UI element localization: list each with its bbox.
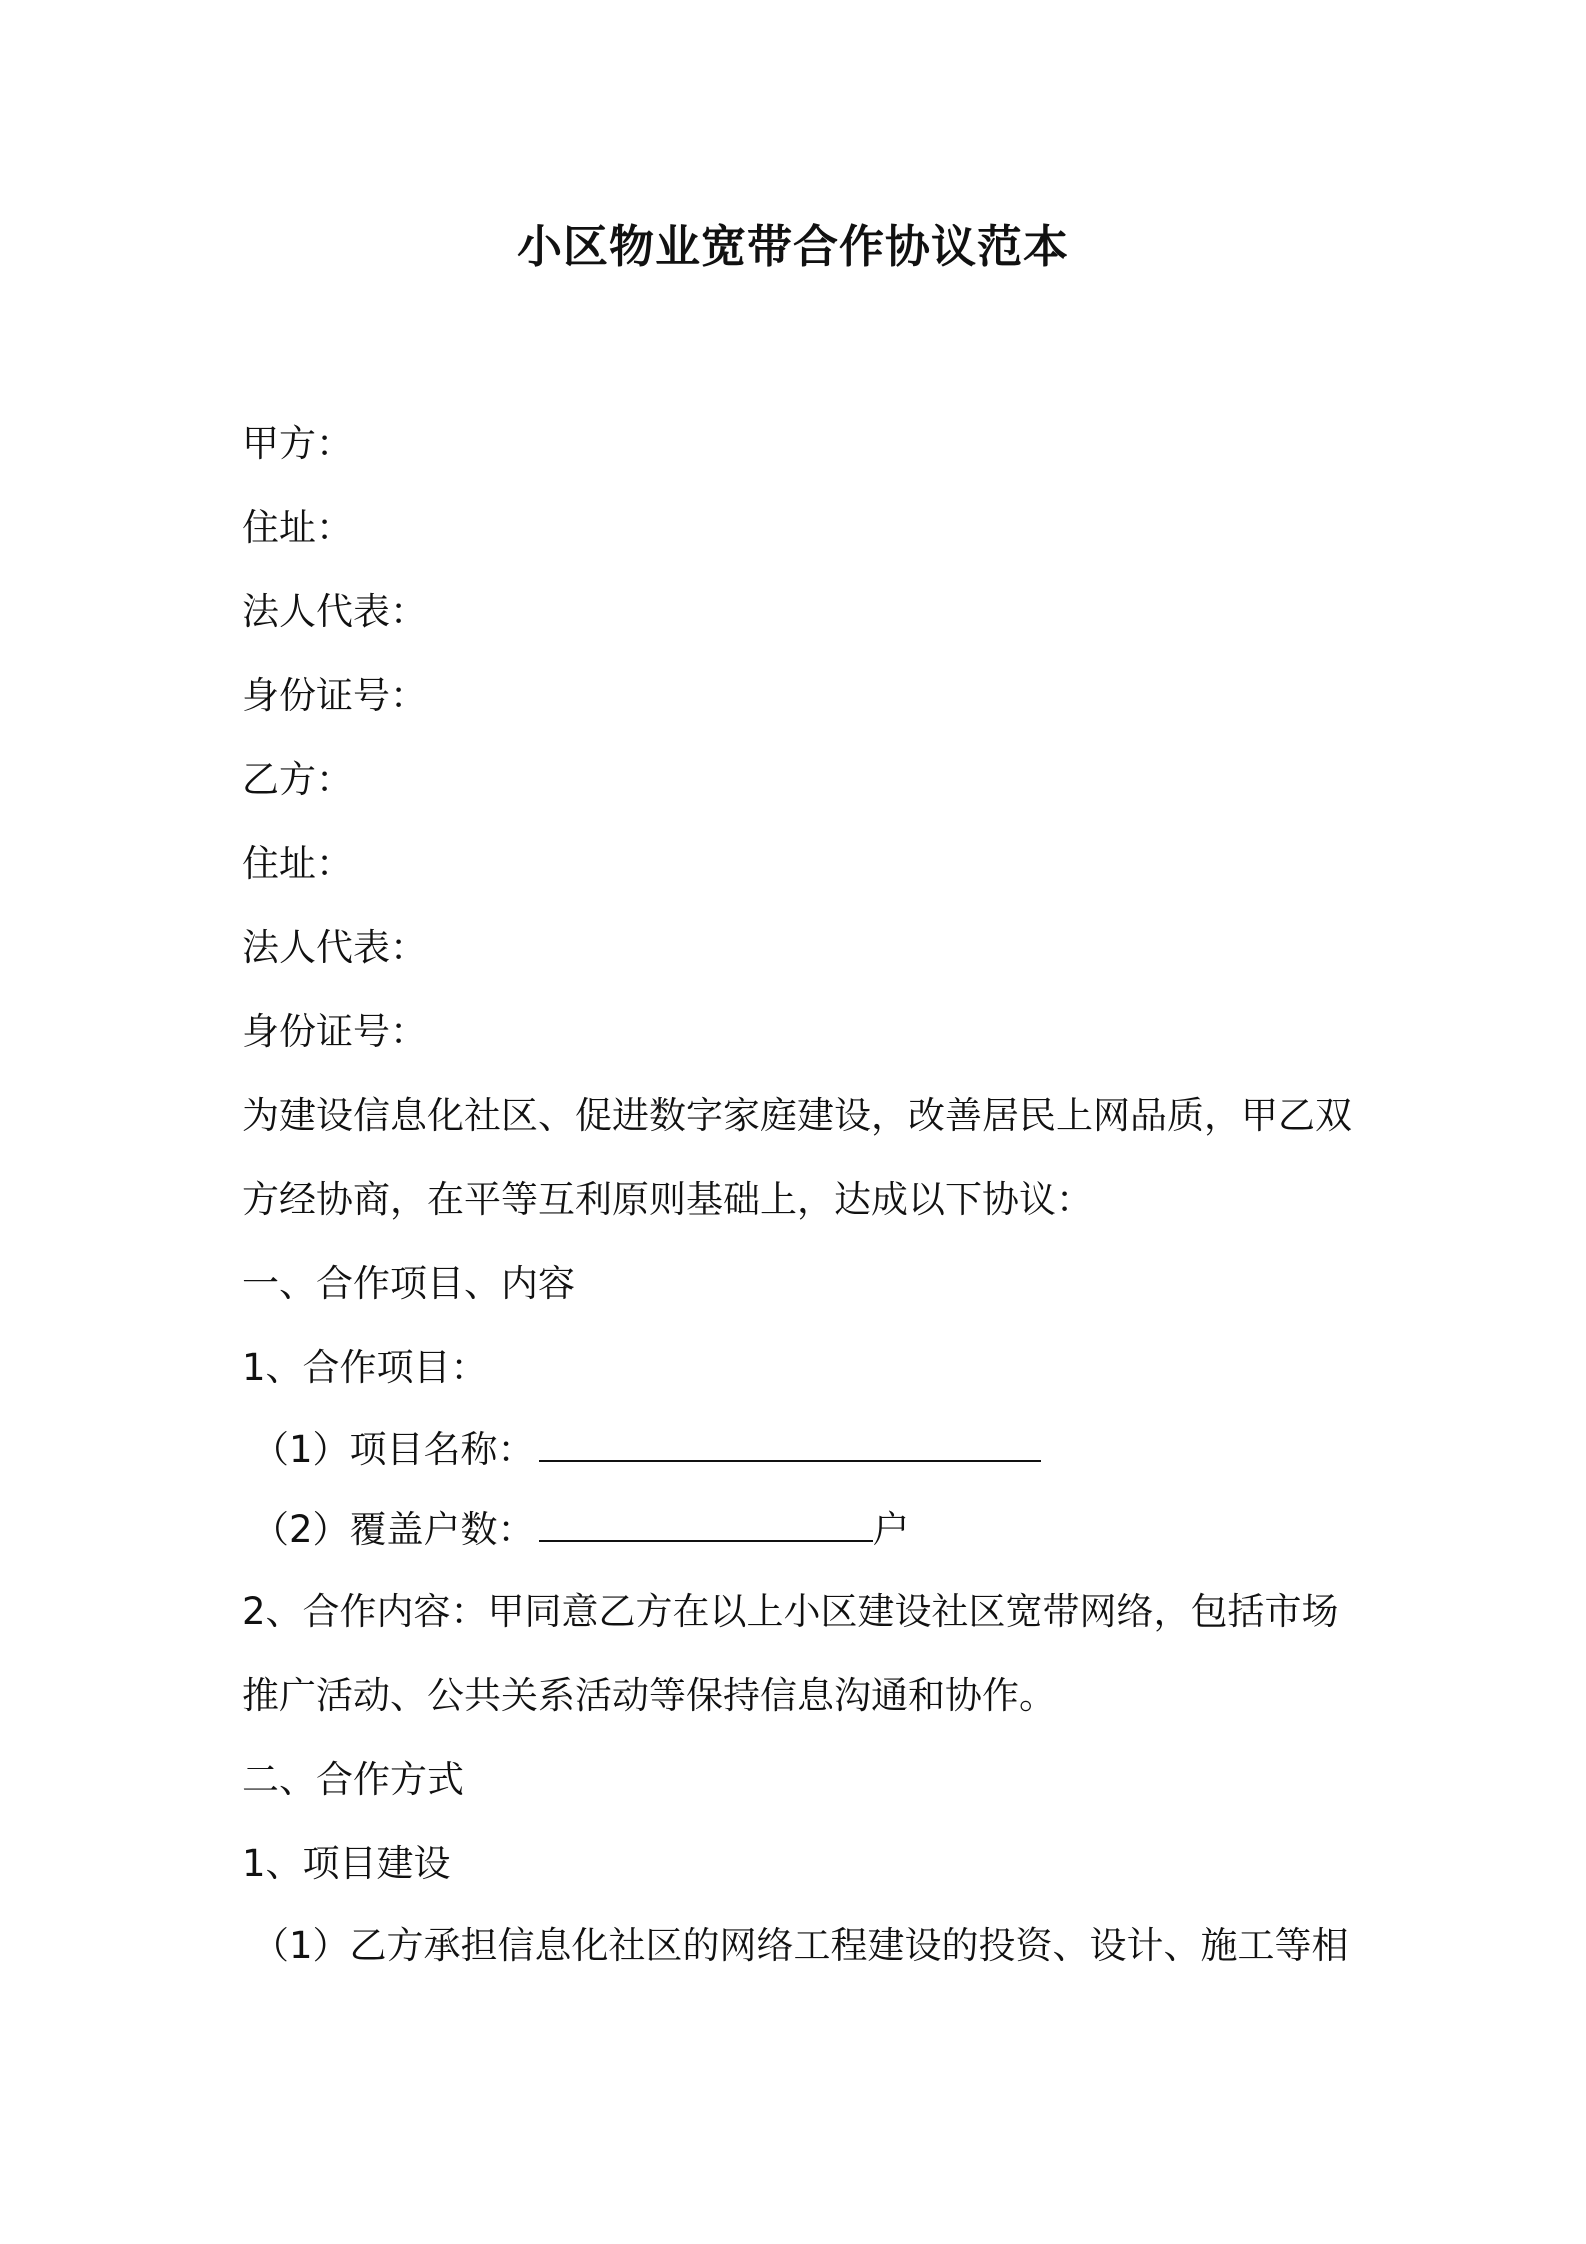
project-name-label: （1）项目名称： xyxy=(252,1428,535,1471)
document-title: 小区物业宽带合作协议范本 xyxy=(516,220,1069,273)
party-b-label: 乙方： xyxy=(242,758,353,801)
household-count-label: （2）覆盖户数： xyxy=(252,1508,535,1551)
preamble-line-1: 为建设信息化社区、促进数字家庭建设，改善居民上网品质，甲乙双 xyxy=(242,1094,1352,1137)
section-2-heading: 二、合作方式 xyxy=(242,1758,464,1801)
party-a-id-label: 身份证号： xyxy=(242,674,427,717)
preamble-line-2: 方经协商，在平等互利原则基础上，达成以下协议： xyxy=(242,1178,1093,1221)
document-body xyxy=(242,402,1362,1986)
section-1-heading: 一、合作项目、内容 xyxy=(242,1262,575,1305)
household-unit: 户 xyxy=(872,1508,910,1551)
item-1-1-1-row xyxy=(242,1410,1362,1490)
project-name-blank xyxy=(539,1410,1041,1462)
party-b-legal-rep-label: 法人代表： xyxy=(242,926,427,969)
item-1-1: 1、合作项目： xyxy=(242,1346,488,1389)
item-2-1-1: （1）乙方承担信息化社区的网络工程建设的投资、设计、施工等相 xyxy=(252,1924,1349,1967)
item-1-2-line-2: 推广活动、公共关系活动等保持信息沟通和协作。 xyxy=(242,1674,1056,1717)
party-a-legal-rep-label: 法人代表： xyxy=(242,590,427,633)
party-a-label: 甲方： xyxy=(242,422,353,465)
party-b-address-label: 住址： xyxy=(242,842,353,885)
item-1-1-2-row xyxy=(242,1490,1362,1570)
party-b-id-label: 身份证号： xyxy=(242,1010,427,1053)
household-count-blank xyxy=(539,1490,873,1542)
item-1-2-line-1: 2、合作内容：甲同意乙方在以上小区建设社区宽带网络，包括市场 xyxy=(242,1590,1339,1633)
party-a-address-label: 住址： xyxy=(242,506,353,549)
item-2-1: 1、项目建设 xyxy=(242,1842,451,1885)
